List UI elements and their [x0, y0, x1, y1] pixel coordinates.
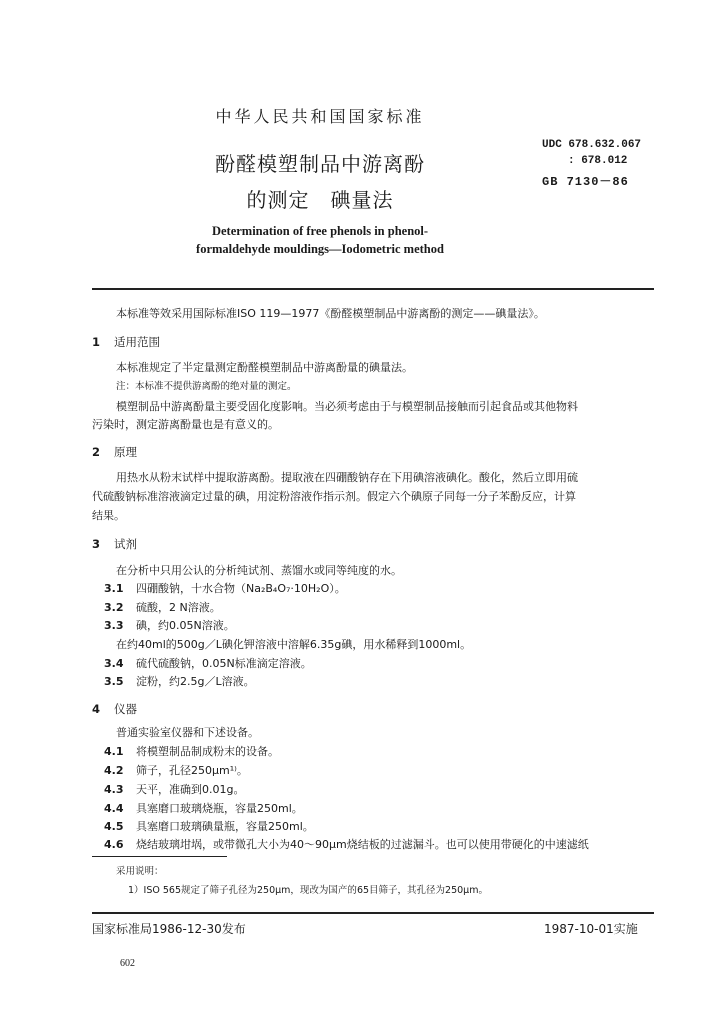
- item-text: 硫代硫酸钠，0.05N标准滴定溶液。: [136, 657, 312, 670]
- item-text: 淀粉，约2.5g／L溶液。: [136, 675, 255, 688]
- item-text: 天平，准确到0.01g。: [136, 783, 245, 796]
- item-number: 4.5: [104, 820, 124, 833]
- item-text: 硫酸，2 N溶液。: [136, 601, 221, 614]
- reagent-3-3-preparation: 在约40ml的500g／L碘化钾溶液中溶解6.35g碘，用水稀释到1000ml。: [116, 638, 472, 651]
- section-number: 3: [92, 537, 101, 551]
- section-1-paragraph-2-line-2: 污染时，测定游离酚量也是有意义的。: [92, 418, 279, 431]
- item-number: 4.1: [104, 745, 124, 758]
- national-standard-label: 中华人民共和国国家标准: [215, 107, 425, 126]
- item-number: 3.4: [104, 657, 124, 670]
- section-2-heading: [92, 443, 137, 461]
- item-number: 3.3: [104, 619, 124, 632]
- section-2-line-3: 结果。: [92, 509, 125, 522]
- item-text: 具塞磨口玻璃碘量瓶，容量250ml。: [136, 820, 314, 833]
- section-title: 试剂: [114, 537, 137, 551]
- section-2-line-1: 用热水从粉末试样中提取游离酚。提取液在四硼酸钠存在下用碘溶液碘化。酸化，然后立即用硫: [116, 471, 578, 484]
- section-1-heading: [92, 333, 160, 351]
- section-2-line-2: 代硫酸钠标准溶液滴定过量的碘，用淀粉溶液作指示剂。假定六个碘原子同每一分子苯酚反应，计算: [92, 490, 576, 503]
- section-title: 原理: [114, 445, 137, 459]
- document-title-line-2: 的测定 碘量法: [246, 188, 394, 212]
- item-number: 4.3: [104, 783, 124, 796]
- section-4-heading: [92, 700, 137, 718]
- item-text: 筛子，孔径250μm¹⁾。: [136, 764, 248, 777]
- udc-code: [542, 137, 641, 169]
- item-number: 3.2: [104, 601, 124, 614]
- section-1-note: 注：本标准不提供游离酚的绝对量的测定。: [116, 381, 297, 392]
- apparatus-4-3: [104, 781, 244, 799]
- section-1-paragraph-1: 本标准规定了半定量测定酚醛模塑制品中游离酚量的碘量法。: [116, 361, 413, 374]
- item-number: 3.1: [104, 582, 124, 595]
- reagent-3-2: [104, 599, 221, 617]
- item-text: 四硼酸钠，十水合物（Na₂B₄O₇·10H₂O）。: [136, 582, 346, 595]
- item-number: 4.2: [104, 764, 124, 777]
- item-number: 3.5: [104, 675, 124, 688]
- footnote-divider: [92, 856, 227, 857]
- section-title: 适用范围: [114, 335, 160, 349]
- apparatus-4-2: [104, 762, 248, 780]
- section-3-heading: [92, 535, 137, 553]
- section-title: 仪器: [114, 702, 137, 716]
- apparatus-4-6: [104, 836, 589, 854]
- document-title-line-1: 酚醛模塑制品中游离酚: [215, 152, 425, 176]
- footnote-text: 1）ISO 565规定了筛子孔径为250μm，现改为国产的65目筛子，其孔径为250μm。: [128, 885, 488, 896]
- page-number: 602: [120, 958, 135, 969]
- item-text: 碘，约0.05N溶液。: [136, 619, 235, 632]
- footnote-label: 采用说明：: [116, 866, 164, 877]
- apparatus-4-1: [104, 743, 279, 761]
- apparatus-4-5: [104, 818, 314, 836]
- effective-date: 1987-10-01实施: [544, 922, 638, 936]
- issue-date: 国家标准局1986-12-30发布: [92, 922, 246, 936]
- english-title-line-2: formaldehyde mouldings—Iodometric method: [196, 242, 444, 256]
- gb-number: GB 7130－86: [542, 175, 629, 189]
- item-text: 将模塑制品制成粉末的设备。: [136, 745, 279, 758]
- reagent-3-4: [104, 655, 312, 673]
- item-number: 4.6: [104, 838, 124, 851]
- item-number: 4.4: [104, 802, 124, 815]
- udc-line-1: UDC 678.632.067: [542, 139, 642, 151]
- header-divider: [92, 288, 654, 290]
- reagent-3-3: [104, 617, 235, 635]
- item-text: 烧结玻璃坩埚，或带微孔大小为40～90μm烧结板的过滤漏斗。也可以使用带硬化的中速滤纸: [136, 838, 589, 851]
- section-3-intro: 在分析中只用公认的分析纯试剂、蒸馏水或同等纯度的水。: [116, 564, 402, 577]
- section-4-intro: 普通实验室仪器和下述设备。: [116, 726, 259, 739]
- footer-divider: [92, 912, 654, 914]
- section-number: 2: [92, 445, 101, 459]
- reagent-3-1: [104, 580, 346, 598]
- section-number: 4: [92, 702, 101, 716]
- intro-paragraph: 本标准等效采用国际标准ISO 119—1977《酚醛模塑制品中游离酚的测定——碘量法》。: [116, 307, 545, 320]
- udc-line-2: : 678.012: [568, 155, 628, 167]
- section-1-paragraph-2-line-1: 模塑制品中游离酚量主要受固化度影响。当必须考虑由于与模塑制品接触而引起食品或其他物料: [116, 400, 578, 413]
- item-text: 具塞磨口玻璃烧瓶，容量250ml。: [136, 802, 303, 815]
- section-number: 1: [92, 335, 101, 349]
- reagent-3-5: [104, 673, 255, 691]
- english-title-line-1: Determination of free phenols in phenol-: [211, 224, 429, 238]
- apparatus-4-4: [104, 800, 303, 818]
